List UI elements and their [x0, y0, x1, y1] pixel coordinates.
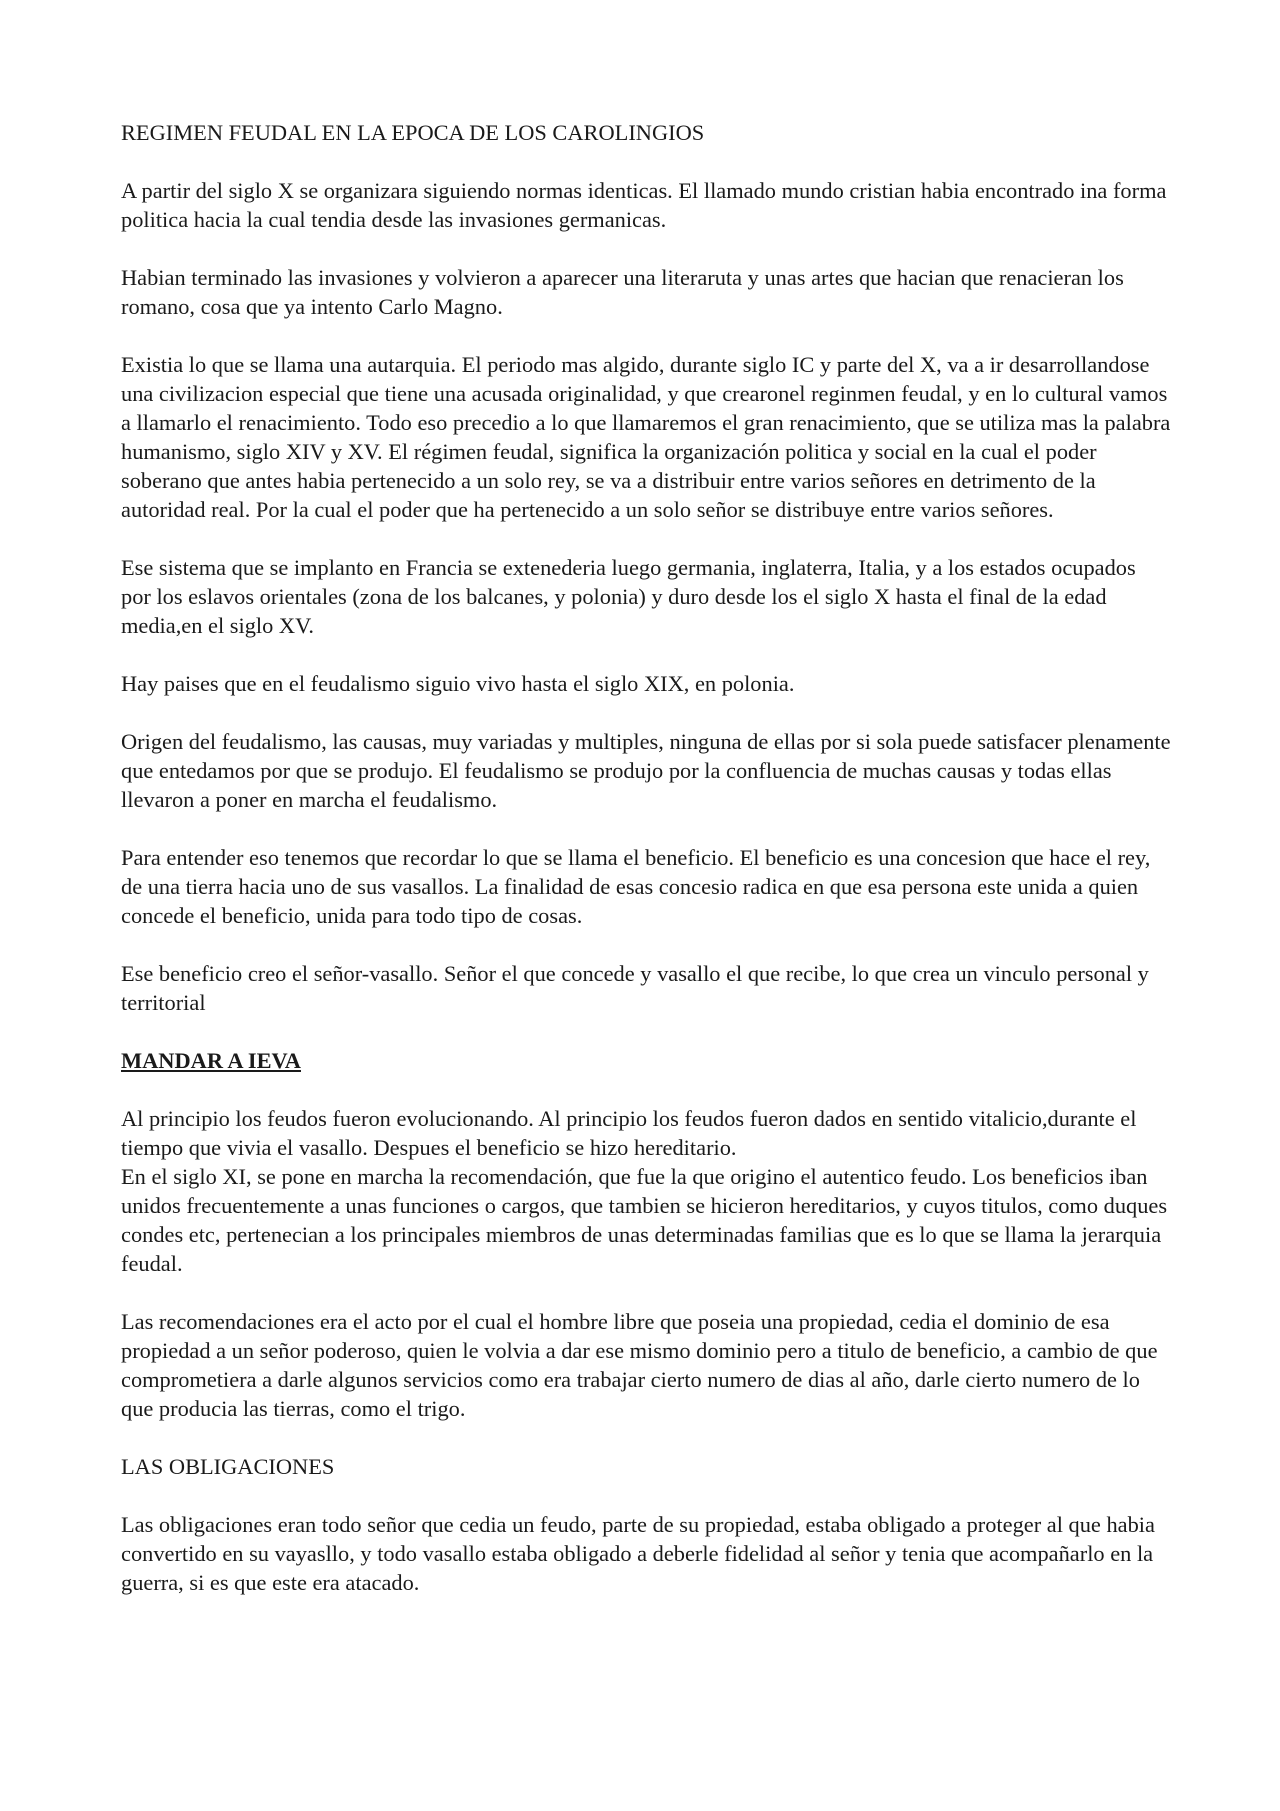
paragraph: Habian terminado las invasiones y volvieron a aparecer una literaruta y unas artes que hacian que renacieran los romano, cosa que ya intento Carlo Magno. — [121, 265, 1124, 319]
paragraph: En el siglo XI, se pone en marcha la recomendación, que fue la que origino el autentico feudo. Los beneficios iban unidos frecuentemente a unas funciones o cargos, que tambien se hicieron hereditarios, y cuyos titulos, como duques condes etc, pertenecian a los principales miembros de unas determinadas familias que es lo que se llama la jerarquia feudal. — [121, 1164, 1168, 1276]
obligations-heading: LAS OBLIGACIONES — [121, 1454, 335, 1479]
document-page — [121, 118, 1171, 1626]
document-title: REGIMEN FEUDAL EN LA EPOCA DE LOS CAROLINGIOS — [121, 120, 705, 145]
paragraph: Ese beneficio creo el señor-vasallo. Señor el que concede y vasallo el que recibe, lo que crea un vinculo personal y territorial — [121, 961, 1149, 1015]
paragraph: Ese sistema que se implanto en Francia se extenederia luego germania, inglaterra, Italia, y a los estados ocupados por los eslavos orientales (zona de los balcanes, y polonia) y duro desde los el siglo X hasta el final de la edad media,en el siglo XV. — [121, 555, 1136, 638]
paragraph: A partir del siglo X se organizara siguiendo normas identicas. El llamado mundo cristian habia encontrado ina forma politica hacia la cual tendia desde las invasiones germanicas. — [121, 178, 1167, 232]
paragraph: Origen del feudalismo, las causas, muy variadas y multiples, ninguna de ellas por si sola puede satisfacer plenamente que entedamos por que se produjo. El feudalismo se produjo por la confluencia de muchas causas y todas ellas llevaron a poner en marcha el feudalismo. — [121, 729, 1171, 812]
paragraph: Las recomendaciones era el acto por el cual el hombre libre que poseia una propiedad, cedia el dominio de esa propiedad a un señor poderoso, quien le volvia a dar ese mismo dominio pero a titulo de beneficio, a cambio de que comprometiera a darle algunos servicios como era trabajar cierto numero de dias al año, darle cierto numero de lo que producia las tierras, como el trigo. — [121, 1309, 1158, 1421]
section-heading: MANDAR A IEVA — [121, 1048, 301, 1073]
paragraph: Al principio los feudos fueron evolucionando. Al principio los feudos fueron dados en sentido vitalicio,durante el tiempo que vivia el vasallo. Despues el beneficio se hizo hereditario. — [121, 1106, 1137, 1160]
paragraph: Para entender eso tenemos que recordar lo que se llama el beneficio. El beneficio es una concesion que hace el rey, de una tierra hacia uno de sus vasallos. La finalidad de esas concesio radica en que esa persona este unida a quien concede el beneficio, unida para todo tipo de cosas. — [121, 845, 1151, 928]
paragraph: Existia lo que se llama una autarquia. El periodo mas algido, durante siglo IC y parte del X, va a ir desarrollandose una civilizacion especial que tiene una acusada originalidad, y que crearonel reginmen feudal, y en lo cultural vamos a llamarlo el renacimiento. Todo eso precedio a lo que llamaremos el gran renacimiento, que se utiliza mas la palabra humanismo, siglo XIV y XV. El régimen feudal, significa la organización politica y social en la cual el poder soberano que antes habia pertenecido a un solo rey, se va a distribuir entre varios señores en detrimento de la autoridad real. Por la cual el poder que ha pertenecido a un solo señor se distribuye entre varios señores. — [121, 352, 1171, 522]
paragraph: Las obligaciones eran todo señor que cedia un feudo, parte de su propiedad, estaba obligado a proteger al que habia convertido en su vayasllo, y todo vasallo estaba obligado a deberle fidelidad al señor y tenia que acompañarlo en la guerra, si es que este era atacado. — [121, 1512, 1155, 1595]
paragraph: Hay paises que en el feudalismo siguio vivo hasta el siglo XIX, en polonia. — [121, 671, 795, 696]
